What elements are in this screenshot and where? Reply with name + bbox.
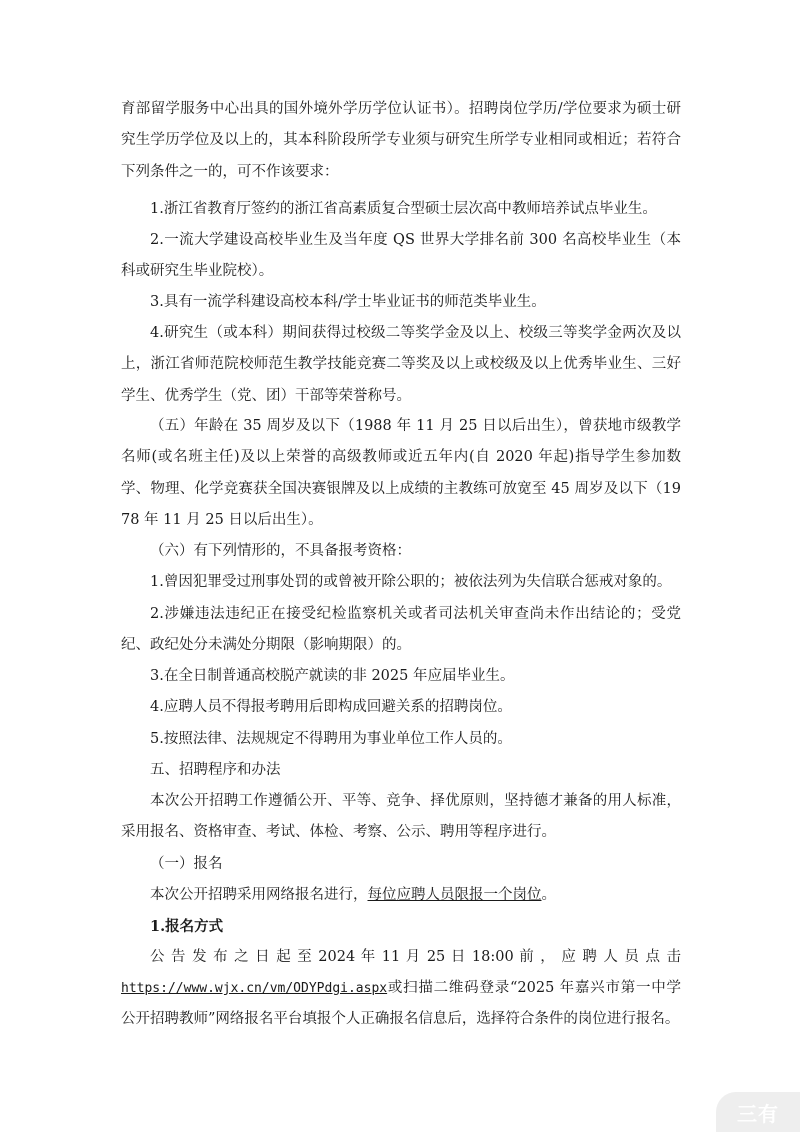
registration-period: 。 [541,887,556,903]
paragraph-registration-link [121,973,681,1036]
paragraph-procedure-intro: 本次公开招聘工作遵循公开、平等、竞争、择优原则，坚持德才兼备的用人标准，采用报名、资格审查、考试、体检、考察、公示、聘用等程序进行。 [121,793,681,841]
one-post-limit-text: 每位应聘人员限报一个岗位 [367,887,542,903]
paragraph-registration-online [121,880,681,911]
paragraph-condition-1: 1.浙江省教育厅签约的浙江省高素质复合型硕士层次高中教师培养试点毕业生。 [150,201,657,217]
registration-instructions: 或扫描二维码登录“2025 年嘉兴市第一中学公开招聘教师”网络报名平台填报个人正确报名信息后，选择符合条件的岗位进行报名。 [121,980,681,1028]
paragraph-cert-requirement: 育部留学服务中心出具的国外境外学历学位认证书）。招聘岗位学历/学位要求为硕士研究生学历学位及以上的，其本科阶段所学专业须与研究生所学专业相同或相近；若符合下列条件之一的，可不作该要求： [121,101,681,180]
paragraph-disqualification-5: 5.按照法律、法规规定不得聘用为事业单位工作人员的。 [150,731,512,747]
paragraph-disqualification-1: 1.曾因犯罪受过刑事处罚的或曾被开除公职的；被依法列为失信联合惩戒对象的。 [150,574,672,590]
section-heading-procedure: 五、招聘程序和办法 [150,762,281,778]
paragraph-condition-4: 4.研究生（或本科）期间获得过校级二等奖学金及以上、校级三等奖学金两次及以上，浙江省师范院校师范生教学技能竞赛二等奖及以上或校级及以上优秀毕业生、三好学生、优秀学生（党、团）干部等荣誉称号。 [121,325,681,404]
subsection-heading-registration-method: 1.报名方式 [150,918,224,935]
paragraph-disqualification-heading: （六）有下列情形的，不具备报考资格： [150,543,411,559]
registration-url-link[interactable]: https://www.wjx.cn/vm/ODYPdgi.aspx [121,981,388,996]
paragraph-registration-deadline: 公 告 发 布 之 日 起 至 2024 年 11 月 25 日 18:00 前 ， 应 聘 人 员 点 击 [150,949,681,965]
paragraph-age-requirement: （五）年龄在 35 周岁及以下（1988 年 11 月 25 日以后出生），曾获地市级教学名师(或名班主任)及以上荣誉的高级教师或近五年内(自 2020 年起)指导学生参加数学、物理、化学竞赛获全国决赛银牌及以上成绩的主教练可放宽至 45 周岁及以下（1978 年 11 月 25 日以后出生）。 [121,418,681,528]
paragraph-disqualification-2: 2.涉嫌违法违纪正在接受纪检监察机关或者司法机关审查尚未作出结论的；受党纪、政纪处分未满处分期限（影响期限）的。 [121,606,681,654]
paragraph-condition-3: 3.具有一流学科建设高校本科/学士毕业证书的师范类毕业生。 [150,294,546,310]
watermark-text: 三有 [737,1101,779,1126]
registration-text: 本次公开招聘采用网络报名进行， [150,887,368,903]
paragraph-disqualification-3: 3.在全日制普通高校脱产就读的非 2025 年应届毕业生。 [150,668,515,684]
subsection-heading-registration: （一）报名 [150,856,223,872]
paragraph-condition-2: 2.一流大学建设高校毕业生及当年度 QS 世界大学排名前 300 名高校毕业生（本科或研究生毕业院校）。 [121,232,681,280]
paragraph-disqualification-4: 4.应聘人员不得报考聘用后即构成回避关系的招聘岗位。 [150,699,512,715]
watermark-badge [716,1092,800,1132]
